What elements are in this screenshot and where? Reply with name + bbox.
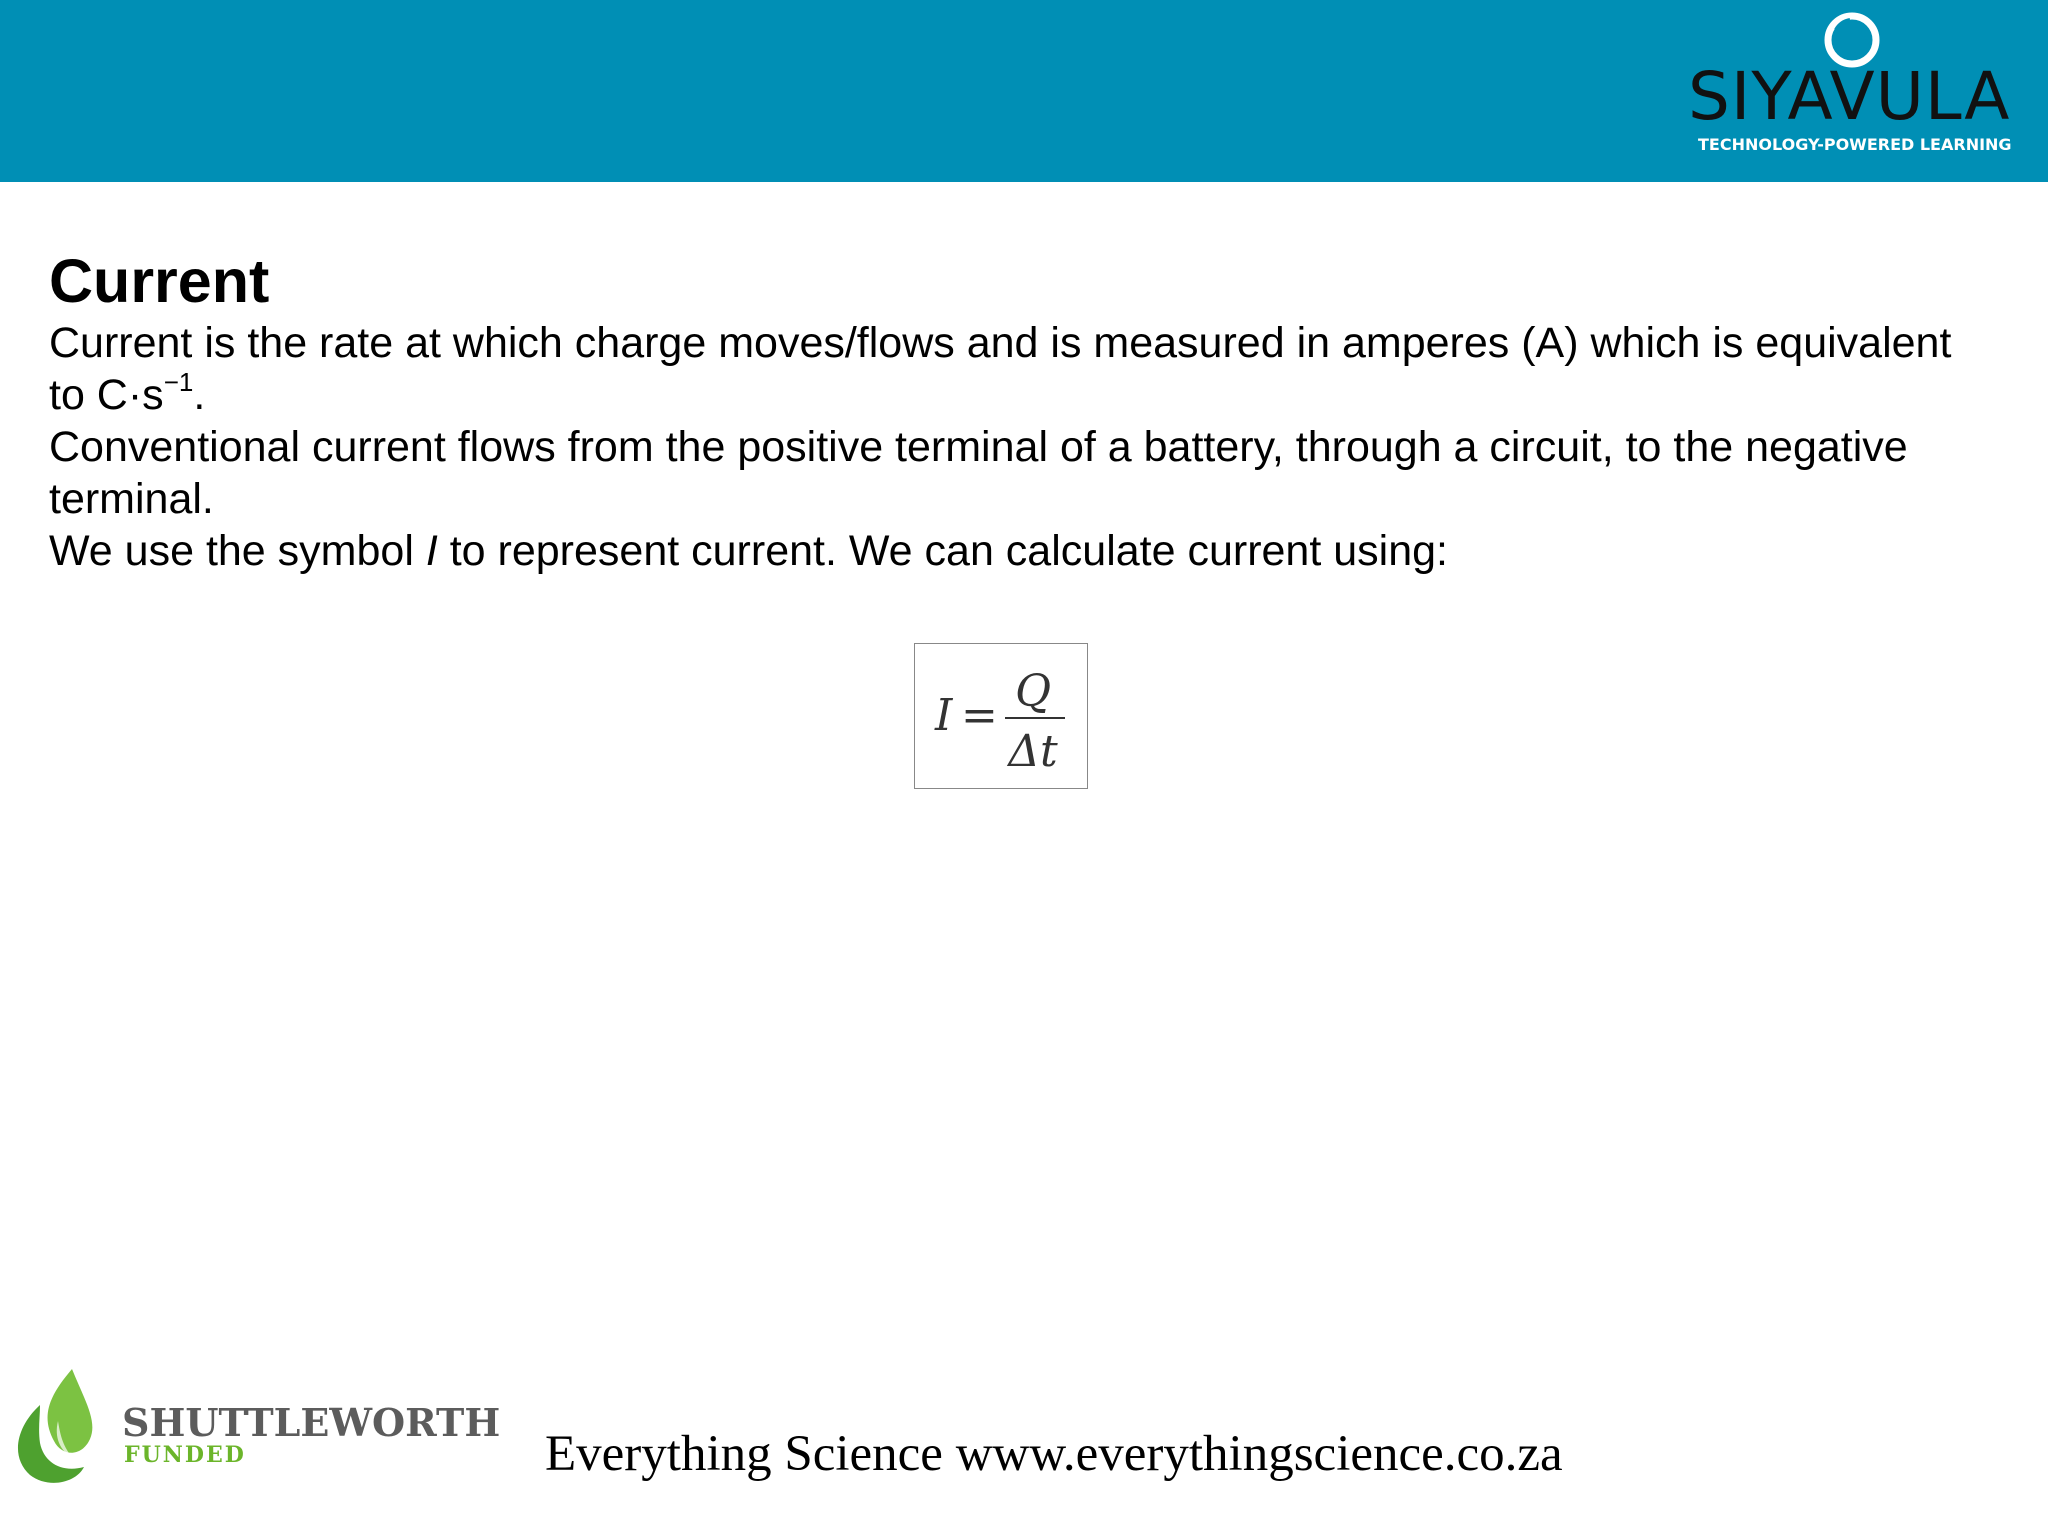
siyavula-logo	[1680, 6, 2030, 156]
symbol-paragraph	[49, 525, 1979, 577]
symbol-text-before: We use the symbol	[49, 527, 426, 575]
current-symbol: I	[425, 527, 438, 575]
slide-title: Current	[49, 247, 270, 315]
shuttleworth-funded: FUNDED	[124, 1442, 246, 1468]
footer-credit: Everything Science www.everythingscience.co.za	[545, 1426, 1563, 1482]
content-area	[49, 245, 1979, 577]
symbol-text-after: to represent current. We can calculate current using:	[437, 527, 1448, 575]
definition-text: Current is the rate at which charge moves/flows and is measured in amperes (A) which is equivalent to C·s	[49, 319, 1952, 419]
formula-denominator: Δt	[1008, 726, 1058, 777]
current-formula	[915, 644, 1089, 790]
flame-leaf-icon	[10, 1365, 110, 1485]
header-band	[0, 0, 2048, 182]
siyavula-wordmark: SIYAVULA	[1688, 58, 2011, 135]
formula-equals: =	[961, 690, 998, 741]
formula-numerator: Q	[1014, 666, 1052, 717]
definition-end: .	[193, 371, 206, 419]
shuttleworth-logo	[10, 1365, 501, 1485]
formula-box	[914, 643, 1088, 789]
unit-exponent: −1	[163, 367, 194, 397]
definition-paragraph	[49, 317, 1979, 421]
conventional-current-paragraph: Conventional current flows from the positive terminal of a battery, through a circuit, to the negative terminal.	[49, 423, 1908, 523]
siyavula-tagline: TECHNOLOGY-POWERED LEARNING	[1698, 135, 2012, 154]
formula-lhs: I	[935, 690, 953, 741]
shuttleworth-name: SHUTTLEWORTH	[122, 1400, 501, 1445]
